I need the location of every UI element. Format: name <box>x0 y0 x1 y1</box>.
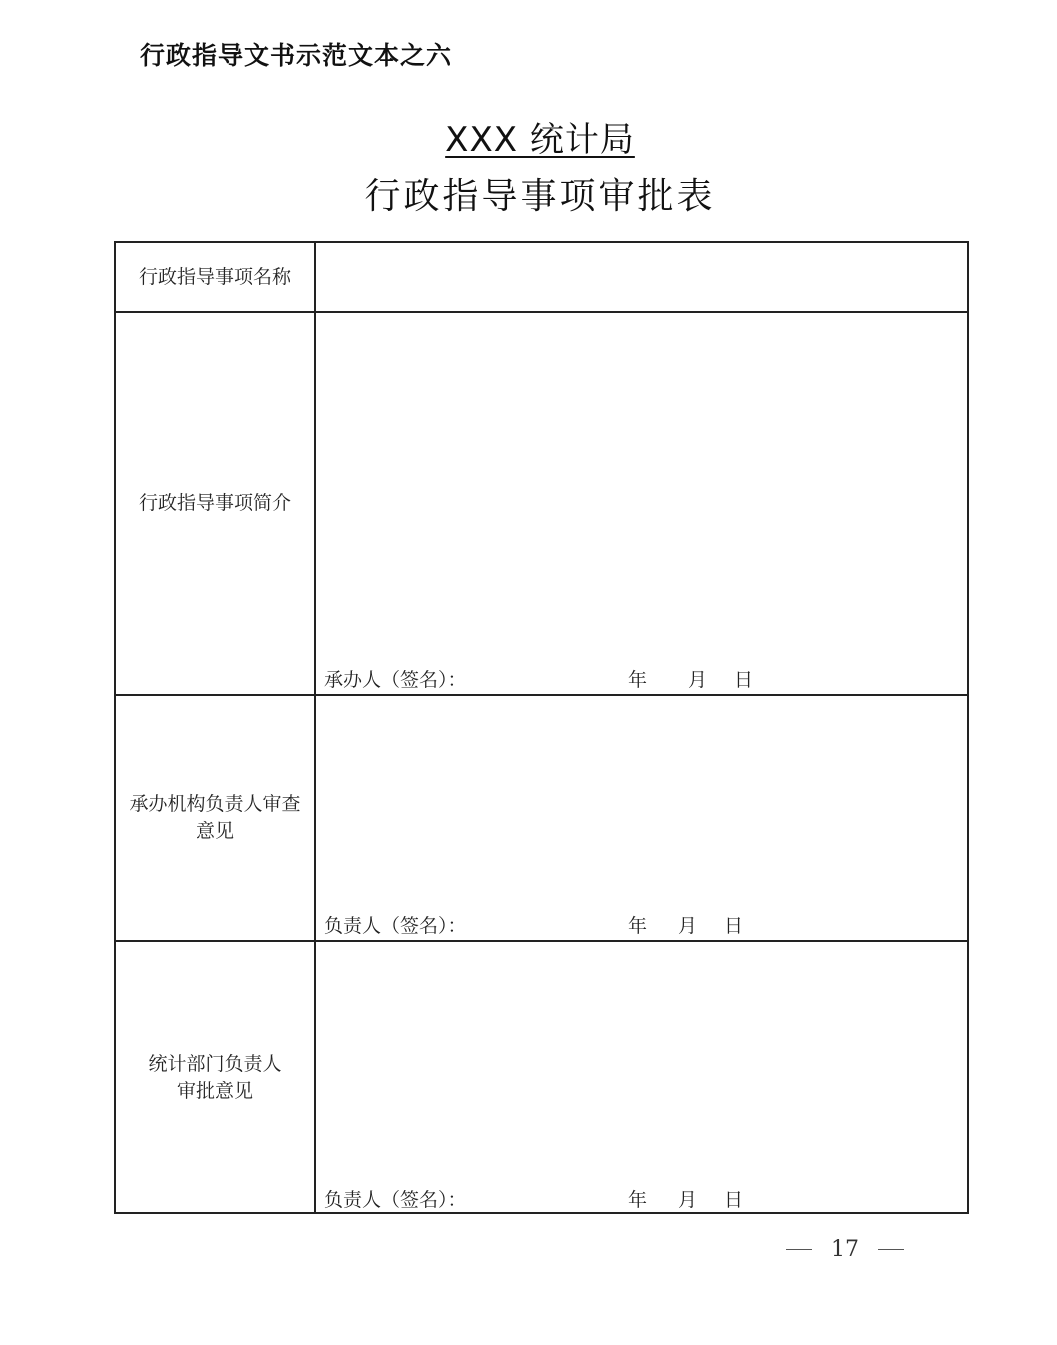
table-row-item-summary <box>116 313 967 696</box>
agency-title <box>0 112 1057 161</box>
year-label: 年 <box>628 1189 648 1211</box>
final-approval-label-line2: 审批意见 <box>176 1080 253 1102</box>
year-label: 年 <box>628 915 648 937</box>
form-title: 行政指导事项审批表 <box>364 176 716 217</box>
day-label: 日 <box>724 1189 744 1211</box>
document-series-note: 行政指导文书示范文本之六 <box>140 41 453 70</box>
page-dash-left <box>786 1249 812 1250</box>
page-number-value: 17 <box>831 1237 859 1262</box>
handler-signature-label: 承办人（签名）： <box>324 669 467 691</box>
page-dash-right <box>878 1249 904 1250</box>
year-label: 年 <box>628 669 648 691</box>
month-label: 月 <box>678 1189 698 1211</box>
day-label: 日 <box>724 915 744 937</box>
department-review-label-line2: 意见 <box>195 820 234 842</box>
approval-form-table <box>114 241 969 1214</box>
final-approval-label <box>116 942 316 1214</box>
department-review-field[interactable] <box>316 696 967 940</box>
table-row-item-name <box>116 243 967 313</box>
agency-name: XXX 统计局 <box>445 120 635 160</box>
day-label: 日 <box>734 669 754 691</box>
item-summary-label: 行政指导事项简介 <box>116 313 316 694</box>
department-review-label <box>116 696 316 940</box>
item-name-label: 行政指导事项名称 <box>116 243 316 311</box>
item-summary-field[interactable] <box>316 313 967 694</box>
month-label: 月 <box>688 669 708 691</box>
table-row-department-review <box>116 696 967 942</box>
department-review-label-line1: 承办机构负责人审查 <box>129 793 301 815</box>
reviewer-signature-label: 负责人（签名）： <box>324 915 467 937</box>
page-number <box>786 1237 904 1262</box>
final-approval-field[interactable] <box>316 942 967 1214</box>
item-name-field[interactable] <box>316 243 967 311</box>
table-row-final-approval <box>116 942 967 1214</box>
approver-signature-label: 负责人（签名）： <box>324 1189 467 1211</box>
final-approval-label-line1: 统计部门负责人 <box>148 1053 282 1075</box>
month-label: 月 <box>678 915 698 937</box>
